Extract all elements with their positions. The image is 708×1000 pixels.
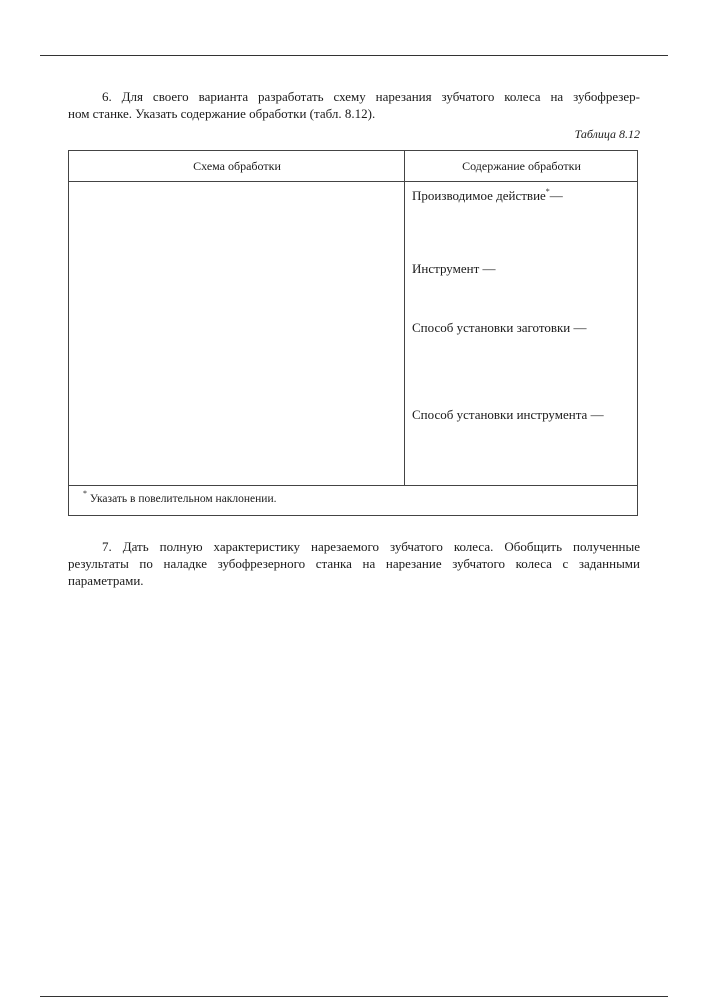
header-rule (40, 55, 668, 56)
footnote-separator (69, 485, 637, 486)
content-tool-setup: Способ установки инструмента — (412, 407, 604, 422)
task-7-line-2: результаты по наладке зубофрезерного станка на нарезание зубчатого колеса с заданными (68, 556, 640, 571)
task-6-paragraph (68, 88, 640, 122)
table-header-row (69, 151, 637, 182)
task-6-line-1: 6. Для своего варианта разработать схему нарезания зубчатого колеса на зубофрезер- (102, 89, 640, 104)
content-action-dash: — (549, 188, 563, 203)
footnote-reference: * (545, 187, 550, 196)
task-7-paragraph (68, 538, 640, 589)
scheme-drawing-area (69, 182, 404, 485)
task-6-line-2: ном станке. Указать содержание обработки (табл. 8.12). (68, 106, 376, 121)
table-footnote (83, 489, 277, 505)
task-7-line-1: 7. Дать полную характеристику нарезаемого зубчатого колеса. Обобщить полученные (102, 539, 640, 554)
header-scheme: Схема обработки (193, 159, 281, 173)
table-caption: Таблица 8.12 (574, 127, 640, 141)
content-action (412, 188, 563, 204)
content-workpiece-setup: Способ установки заготовки — (412, 320, 587, 335)
processing-table (68, 150, 638, 516)
footnote-text: Указать в повелительном наклонении. (87, 493, 277, 505)
footer-rule (40, 996, 668, 997)
column-divider (404, 151, 405, 485)
task-7-line-3: параметрами. (68, 573, 144, 588)
header-content: Содержание обработки (462, 159, 581, 173)
footnote-mark: * (83, 489, 87, 498)
content-action-label: Производимое действие (412, 188, 546, 203)
content-tool: Инструмент — (412, 261, 496, 276)
